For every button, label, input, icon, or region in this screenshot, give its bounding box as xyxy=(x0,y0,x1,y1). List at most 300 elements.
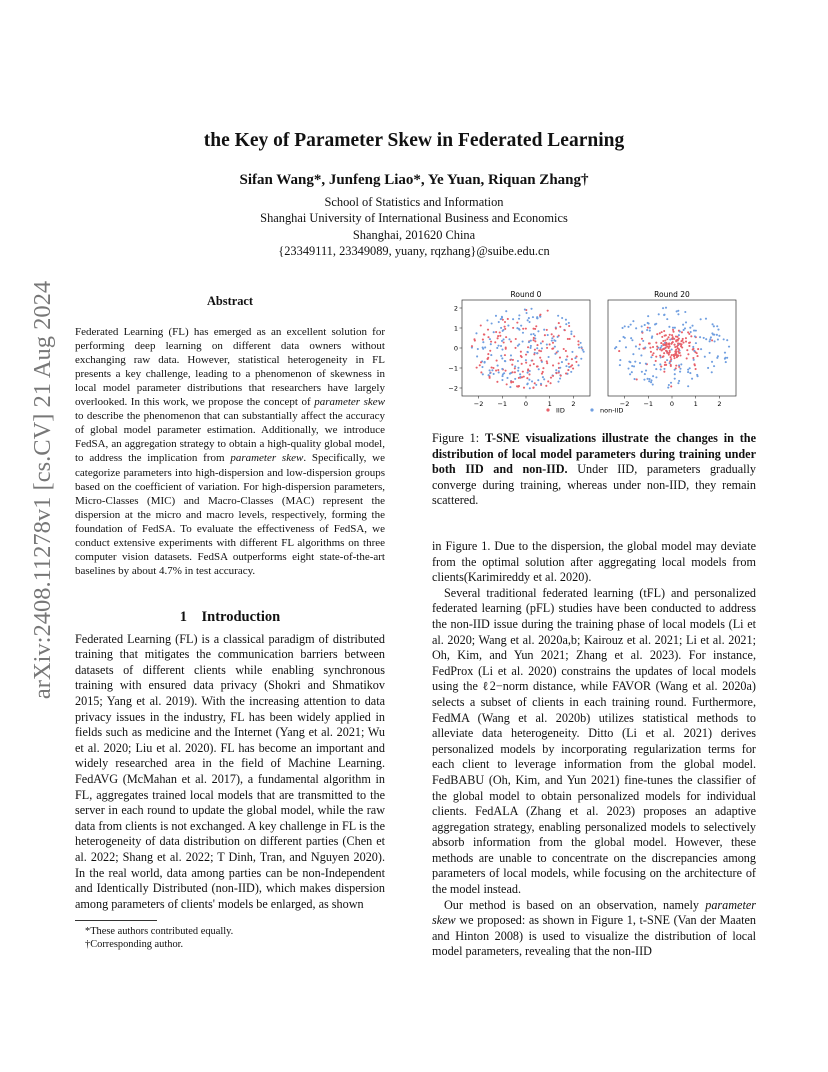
noniid-point xyxy=(704,356,706,358)
noniid-point xyxy=(677,382,679,384)
noniid-point xyxy=(525,359,527,361)
noniid-point xyxy=(502,338,504,340)
noniid-point xyxy=(641,331,643,333)
iid-point xyxy=(509,359,511,361)
iid-point xyxy=(534,340,536,342)
noniid-point xyxy=(724,352,726,354)
noniid-point xyxy=(717,338,719,340)
noniid-point xyxy=(687,385,689,387)
noniid-point xyxy=(619,364,621,366)
iid-point xyxy=(669,334,671,336)
iid-point xyxy=(693,363,695,365)
noniid-point xyxy=(482,373,484,375)
iid-point xyxy=(663,344,665,346)
noniid-point xyxy=(570,331,572,333)
noniid-point xyxy=(518,318,520,320)
noniid-point xyxy=(497,345,499,347)
paragraph: Our method is based on an observation, namely parameter skew we proposed: as shown in Figure 1, t-SNE (Van der Maaten and Hinton 2008) is used to visualize the distribution of local model parameters, revealing that the non-IID xyxy=(432,897,756,959)
iid-point xyxy=(499,331,501,333)
plot-frame xyxy=(608,300,736,396)
iid-point xyxy=(672,331,674,333)
noniid-point xyxy=(528,341,530,343)
noniid-point xyxy=(501,375,503,377)
noniid-point xyxy=(642,340,644,342)
noniid-point xyxy=(622,336,624,338)
iid-point xyxy=(662,356,664,358)
iid-point xyxy=(494,341,496,343)
noniid-point xyxy=(652,375,654,377)
legend-label-iid: IID xyxy=(556,406,565,415)
noniid-point xyxy=(517,370,519,372)
noniid-point xyxy=(705,338,707,340)
iid-point xyxy=(675,349,677,351)
iid-point xyxy=(533,363,535,365)
iid-point xyxy=(503,341,505,343)
affiliation-line: {23349111, 23349089, yuany, rqzhang}@suibe.edu.cn xyxy=(278,243,550,258)
x-tick-label: 1 xyxy=(693,400,698,408)
noniid-point xyxy=(638,348,640,350)
iid-point xyxy=(618,350,620,352)
noniid-point xyxy=(493,331,495,333)
paragraph: Several traditional federated learning (tFL) and personalized federated learning (pFL) studies have been conducted to address the non-IID issue during the training phase of local models (Li et al. 2020; Wang et al. 2020a,b; Kairouz et al. 2021; Li et al. 2021; Oh, Kim, and Yun 2021; Zhang et al. 2023). For instance, FedProx (Li et al. 2020) constrains the updates of local models using the ℓ2−norm distance, while FAVOR (Wang et al. 2020a) selects a subset of clients in each training round. Furthermore, FedMA (Wang et al. 2020b) utilizes statistical methods to alleviate data heterogeneity. Ditto (Li et al. 2021) derives personalized models by incorporating regularization terms for each client to leverage information from the global model. FedBABU (Oh, Kim, and Yun 2021) fine-tunes the classifier of the global model to obtain personalized models for individual clients. FedALA (Zhang et al. 2023) proposes an adaptive aggregation strategy, enabling personalized models to selectively absorb information from the global model. However, these methods are unable to concentrate on the discrepancies among parameters of local models, while focusing on the architecture of the model instead. xyxy=(432,585,756,897)
noniid-point xyxy=(482,348,484,350)
noniid-point xyxy=(672,327,674,329)
noniid-point xyxy=(619,340,621,342)
noniid-point xyxy=(658,313,660,315)
noniid-point xyxy=(647,378,649,380)
caption-label: Figure 1: xyxy=(432,431,485,445)
iid-point xyxy=(546,362,548,364)
noniid-point xyxy=(689,372,691,374)
noniid-point xyxy=(655,368,657,370)
noniid-point xyxy=(699,336,701,338)
iid-point xyxy=(559,357,561,359)
iid-point xyxy=(680,345,682,347)
noniid-point xyxy=(639,362,641,364)
noniid-point xyxy=(536,347,538,349)
noniid-point xyxy=(685,321,687,323)
iid-point xyxy=(674,346,676,348)
iid-point xyxy=(685,337,687,339)
noniid-point xyxy=(694,335,696,337)
noniid-point xyxy=(475,332,477,334)
noniid-point xyxy=(543,378,545,380)
noniid-point xyxy=(667,387,669,389)
noniid-point xyxy=(692,346,694,348)
iid-point xyxy=(682,342,684,344)
iid-point xyxy=(495,331,497,333)
iid-point xyxy=(564,329,566,331)
noniid-point xyxy=(476,355,478,357)
noniid-point xyxy=(619,359,621,361)
noniid-point xyxy=(489,338,491,340)
iid-point xyxy=(676,336,678,338)
noniid-point xyxy=(536,352,538,354)
iid-point xyxy=(571,358,573,360)
noniid-point xyxy=(718,335,720,337)
iid-point xyxy=(670,385,672,387)
noniid-point xyxy=(650,356,652,358)
iid-point xyxy=(533,353,535,355)
noniid-point xyxy=(676,310,678,312)
noniid-point xyxy=(495,315,497,317)
noniid-point xyxy=(484,346,486,348)
iid-point xyxy=(479,364,481,366)
iid-point xyxy=(668,352,670,354)
noniid-point xyxy=(535,384,537,386)
noniid-point xyxy=(491,369,493,371)
noniid-point xyxy=(527,319,529,321)
iid-point xyxy=(535,325,537,327)
iid-point xyxy=(542,340,544,342)
iid-point xyxy=(512,327,514,329)
noniid-point xyxy=(526,383,528,385)
iid-point xyxy=(522,371,524,373)
noniid-point xyxy=(551,340,553,342)
noniid-point xyxy=(557,336,559,338)
noniid-point xyxy=(496,347,498,349)
iid-point xyxy=(672,329,674,331)
iid-point xyxy=(495,369,497,371)
legend-marker-noniid xyxy=(590,408,593,411)
noniid-point xyxy=(540,342,542,344)
noniid-point xyxy=(713,365,715,367)
iid-point xyxy=(525,354,527,356)
iid-point xyxy=(661,336,663,338)
noniid-point xyxy=(500,327,502,329)
iid-point xyxy=(496,360,498,362)
iid-point xyxy=(664,361,666,363)
noniid-point xyxy=(548,356,550,358)
x-tick-label: −1 xyxy=(643,400,654,408)
noniid-point xyxy=(647,315,649,317)
iid-point xyxy=(567,369,569,371)
iid-point xyxy=(663,352,665,354)
iid-point xyxy=(510,341,512,343)
noniid-point xyxy=(509,386,511,388)
iid-point xyxy=(566,355,568,357)
iid-point xyxy=(497,369,499,371)
iid-point xyxy=(527,346,529,348)
noniid-point xyxy=(691,325,693,327)
iid-point xyxy=(547,380,549,382)
iid-point xyxy=(661,331,663,333)
iid-point xyxy=(558,362,560,364)
right-column-text xyxy=(432,539,756,960)
noniid-point xyxy=(634,378,636,380)
noniid-point xyxy=(631,365,633,367)
iid-point xyxy=(559,326,561,328)
iid-point xyxy=(480,371,482,373)
x-tick-label: −2 xyxy=(619,400,630,408)
noniid-point xyxy=(565,323,567,325)
noniid-point xyxy=(700,318,702,320)
noniid-point xyxy=(526,351,528,353)
noniid-point xyxy=(668,326,670,328)
noniid-point xyxy=(659,363,661,365)
noniid-point xyxy=(530,347,532,349)
iid-point xyxy=(652,352,654,354)
iid-point xyxy=(520,355,522,357)
noniid-point xyxy=(663,368,665,370)
noniid-point xyxy=(640,354,642,356)
noniid-point xyxy=(529,387,531,389)
iid-point xyxy=(636,378,638,380)
noniid-point xyxy=(489,369,491,371)
iid-point xyxy=(681,339,683,341)
iid-point xyxy=(507,318,509,320)
iid-point xyxy=(664,340,666,342)
noniid-point xyxy=(542,376,544,378)
noniid-point xyxy=(489,372,491,374)
noniid-point xyxy=(635,327,637,329)
iid-point xyxy=(487,329,489,331)
noniid-point xyxy=(527,372,529,374)
noniid-point xyxy=(501,349,503,351)
noniid-point xyxy=(501,379,503,381)
iid-point xyxy=(546,347,548,349)
x-tick-label: −1 xyxy=(497,400,508,408)
noniid-point xyxy=(697,375,699,377)
noniid-point xyxy=(558,370,560,372)
affiliation-line: School of Statistics and Information xyxy=(324,195,504,209)
iid-point xyxy=(670,364,672,366)
noniid-point xyxy=(693,359,695,361)
noniid-point xyxy=(645,363,647,365)
noniid-point xyxy=(669,362,671,364)
iid-point xyxy=(688,333,690,335)
iid-point xyxy=(575,361,577,363)
noniid-point xyxy=(649,330,651,332)
iid-point xyxy=(552,364,554,366)
iid-point xyxy=(545,385,547,387)
iid-point xyxy=(668,347,670,349)
iid-point xyxy=(529,364,531,366)
iid-point xyxy=(480,324,482,326)
noniid-point xyxy=(534,334,536,336)
iid-point xyxy=(568,325,570,327)
noniid-point xyxy=(679,368,681,370)
iid-point xyxy=(568,363,570,365)
iid-point xyxy=(538,350,540,352)
noniid-point xyxy=(557,315,559,317)
noniid-point xyxy=(700,348,702,350)
iid-point xyxy=(655,356,657,358)
noniid-point xyxy=(546,343,548,345)
iid-point xyxy=(540,350,542,352)
plot-frame xyxy=(462,300,590,396)
iid-point xyxy=(504,328,506,330)
noniid-point xyxy=(705,318,707,320)
panel-round-0 xyxy=(448,290,590,408)
iid-point xyxy=(659,332,661,334)
noniid-point xyxy=(674,378,676,380)
iid-point xyxy=(667,336,669,338)
affiliation-line: Shanghai, 201620 China xyxy=(352,227,476,242)
iid-point xyxy=(656,345,658,347)
iid-point xyxy=(678,352,680,354)
arxiv-stamp xyxy=(20,280,60,700)
noniid-point xyxy=(707,367,709,369)
noniid-point xyxy=(482,341,484,343)
noniid-point xyxy=(568,322,570,324)
noniid-point xyxy=(709,340,711,342)
iid-point xyxy=(515,338,517,340)
noniid-point xyxy=(583,351,585,353)
tsne-figure xyxy=(428,286,758,418)
noniid-point xyxy=(711,361,713,363)
iid-point xyxy=(696,352,698,354)
iid-point xyxy=(567,338,569,340)
iid-point xyxy=(504,354,506,356)
iid-point xyxy=(563,348,565,350)
noniid-point xyxy=(680,363,682,365)
iid-point xyxy=(678,348,680,350)
iid-point xyxy=(487,357,489,359)
iid-point xyxy=(544,334,546,336)
iid-point xyxy=(678,338,680,340)
iid-point xyxy=(668,343,670,345)
noniid-point xyxy=(514,365,516,367)
noniid-point xyxy=(645,370,647,372)
noniid-point xyxy=(653,364,655,366)
noniid-point xyxy=(493,373,495,375)
iid-point xyxy=(665,347,667,349)
noniid-point xyxy=(644,373,646,375)
noniid-point xyxy=(669,338,671,340)
noniid-point xyxy=(537,330,539,332)
noniid-point xyxy=(580,342,582,344)
iid-point xyxy=(516,322,518,324)
iid-point xyxy=(525,328,527,330)
paper-title: the Key of Parameter Skew in Federated Learning xyxy=(203,130,625,151)
iid-point xyxy=(505,336,507,338)
iid-point xyxy=(666,338,668,340)
iid-point xyxy=(669,350,671,352)
noniid-point xyxy=(647,322,649,324)
iid-point xyxy=(518,377,520,379)
iid-point xyxy=(677,342,679,344)
iid-point xyxy=(639,343,641,345)
iid-point xyxy=(660,366,662,368)
noniid-point xyxy=(625,346,627,348)
noniid-point xyxy=(536,317,538,319)
noniid-point xyxy=(582,349,584,351)
noniid-point xyxy=(547,334,549,336)
noniid-point xyxy=(539,316,541,318)
iid-point xyxy=(553,335,555,337)
noniid-point xyxy=(557,350,559,352)
iid-point xyxy=(560,375,562,377)
noniid-point xyxy=(726,357,728,359)
noniid-point xyxy=(677,313,679,315)
noniid-point xyxy=(695,342,697,344)
iid-point xyxy=(521,363,523,365)
iid-point xyxy=(547,310,549,312)
x-tick-label: 1 xyxy=(547,400,552,408)
iid-point xyxy=(711,339,713,341)
noniid-point xyxy=(532,316,534,318)
x-tick-label: 2 xyxy=(571,400,576,408)
noniid-point xyxy=(629,373,631,375)
noniid-point xyxy=(522,340,524,342)
iid-point xyxy=(551,333,553,335)
noniid-point xyxy=(678,334,680,336)
iid-point xyxy=(526,377,528,379)
noniid-point xyxy=(565,319,567,321)
iid-point xyxy=(656,333,658,335)
iid-point xyxy=(671,334,673,336)
noniid-point xyxy=(650,379,652,381)
noniid-point xyxy=(622,327,624,329)
footnotes xyxy=(75,925,385,952)
noniid-point xyxy=(695,330,697,332)
noniid-point xyxy=(551,337,553,339)
noniid-point xyxy=(580,346,582,348)
iid-point xyxy=(492,367,494,369)
iid-point xyxy=(520,351,522,353)
iid-point xyxy=(551,348,553,350)
noniid-point xyxy=(531,380,533,382)
iid-point xyxy=(497,335,499,337)
iid-point xyxy=(487,353,489,355)
noniid-point xyxy=(506,377,508,379)
affiliation-line: Shanghai University of International Business and Economics xyxy=(260,211,568,226)
noniid-point xyxy=(537,379,539,381)
panel-round-20 xyxy=(608,290,736,408)
noniid-point xyxy=(632,320,634,322)
noniid-point xyxy=(631,371,633,373)
iid-point xyxy=(514,367,516,369)
noniid-point xyxy=(671,348,673,350)
iid-point xyxy=(685,341,687,343)
iid-point xyxy=(650,351,652,353)
noniid-point xyxy=(530,345,532,347)
iid-point xyxy=(655,342,657,344)
iid-point xyxy=(532,387,534,389)
iid-point xyxy=(565,350,567,352)
y-tick-label: 2 xyxy=(453,304,458,313)
noniid-point xyxy=(666,359,668,361)
noniid-point xyxy=(674,327,676,329)
iid-point xyxy=(497,337,499,339)
abstract-heading: Abstract xyxy=(206,294,254,308)
iid-point xyxy=(542,367,544,369)
noniid-point xyxy=(578,364,580,366)
iid-point xyxy=(480,361,482,363)
noniid-point xyxy=(530,333,532,335)
x-tick-label: 0 xyxy=(669,400,675,408)
iid-point xyxy=(473,338,475,340)
iid-point xyxy=(664,364,666,366)
noniid-point xyxy=(633,365,635,367)
noniid-point xyxy=(632,353,634,355)
iid-point xyxy=(514,371,516,373)
noniid-point xyxy=(717,355,719,357)
iid-point xyxy=(677,340,679,342)
footnote: *These authors contributed equally. xyxy=(85,926,234,937)
iid-point xyxy=(565,372,567,374)
iid-point xyxy=(552,342,554,344)
iid-point xyxy=(569,338,571,340)
noniid-point xyxy=(682,324,684,326)
iid-point xyxy=(688,342,690,344)
iid-point xyxy=(471,345,473,347)
noniid-point xyxy=(568,366,570,368)
iid-point xyxy=(662,340,664,342)
iid-point xyxy=(539,357,541,359)
iid-point xyxy=(686,357,688,359)
